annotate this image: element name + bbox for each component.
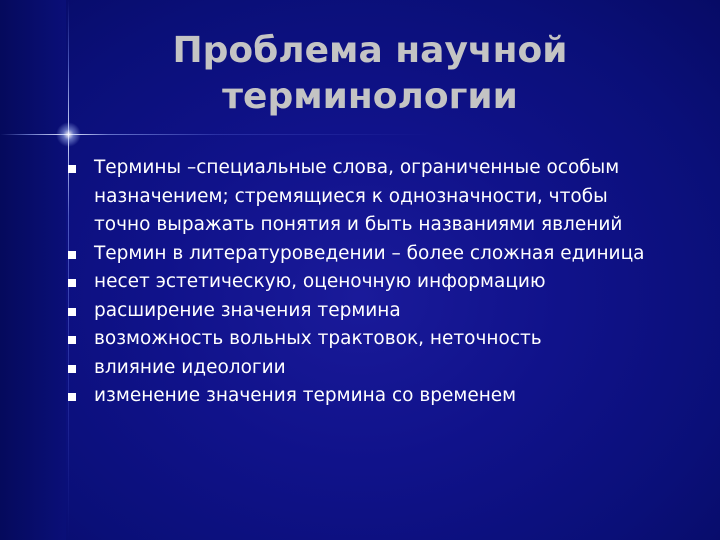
square-bullet-icon xyxy=(68,308,76,316)
bullet-text: Термины –специальные слова, ограниченные особым назначением; стремящиеся к однозначности, чтобы точно выражать понятия и быть названиями явлений xyxy=(94,157,623,235)
bullet-item xyxy=(68,354,668,383)
bullet-item xyxy=(68,154,668,240)
bullet-item xyxy=(68,382,668,411)
bullet-list xyxy=(68,154,668,411)
square-bullet-icon xyxy=(68,336,76,344)
bullet-text: возможность вольных трактовок, неточность xyxy=(94,328,542,349)
left-band-decoration xyxy=(0,0,66,540)
bullet-item xyxy=(68,268,668,297)
bullet-text: изменение значения термина со временем xyxy=(94,385,517,406)
light-flare-star-icon xyxy=(56,122,81,147)
bullet-text: влияние идеологии xyxy=(94,356,286,378)
square-bullet-icon xyxy=(68,251,76,259)
bullet-item xyxy=(68,240,668,269)
square-bullet-icon xyxy=(68,365,76,373)
square-bullet-icon xyxy=(68,165,76,173)
bullet-text: Термин в литературоведении – более сложная единица xyxy=(94,242,645,264)
bullet-item xyxy=(68,297,668,326)
square-bullet-icon xyxy=(68,393,76,401)
bullet-text: несет эстетическую, оценочную информацию xyxy=(94,271,546,292)
light-flare-horizontal xyxy=(0,134,720,135)
bullet-item xyxy=(68,325,668,354)
bullet-text: расширение значения термина xyxy=(94,299,401,321)
slide-title: Проблема научной терминологии xyxy=(172,30,568,117)
square-bullet-icon xyxy=(68,279,76,287)
